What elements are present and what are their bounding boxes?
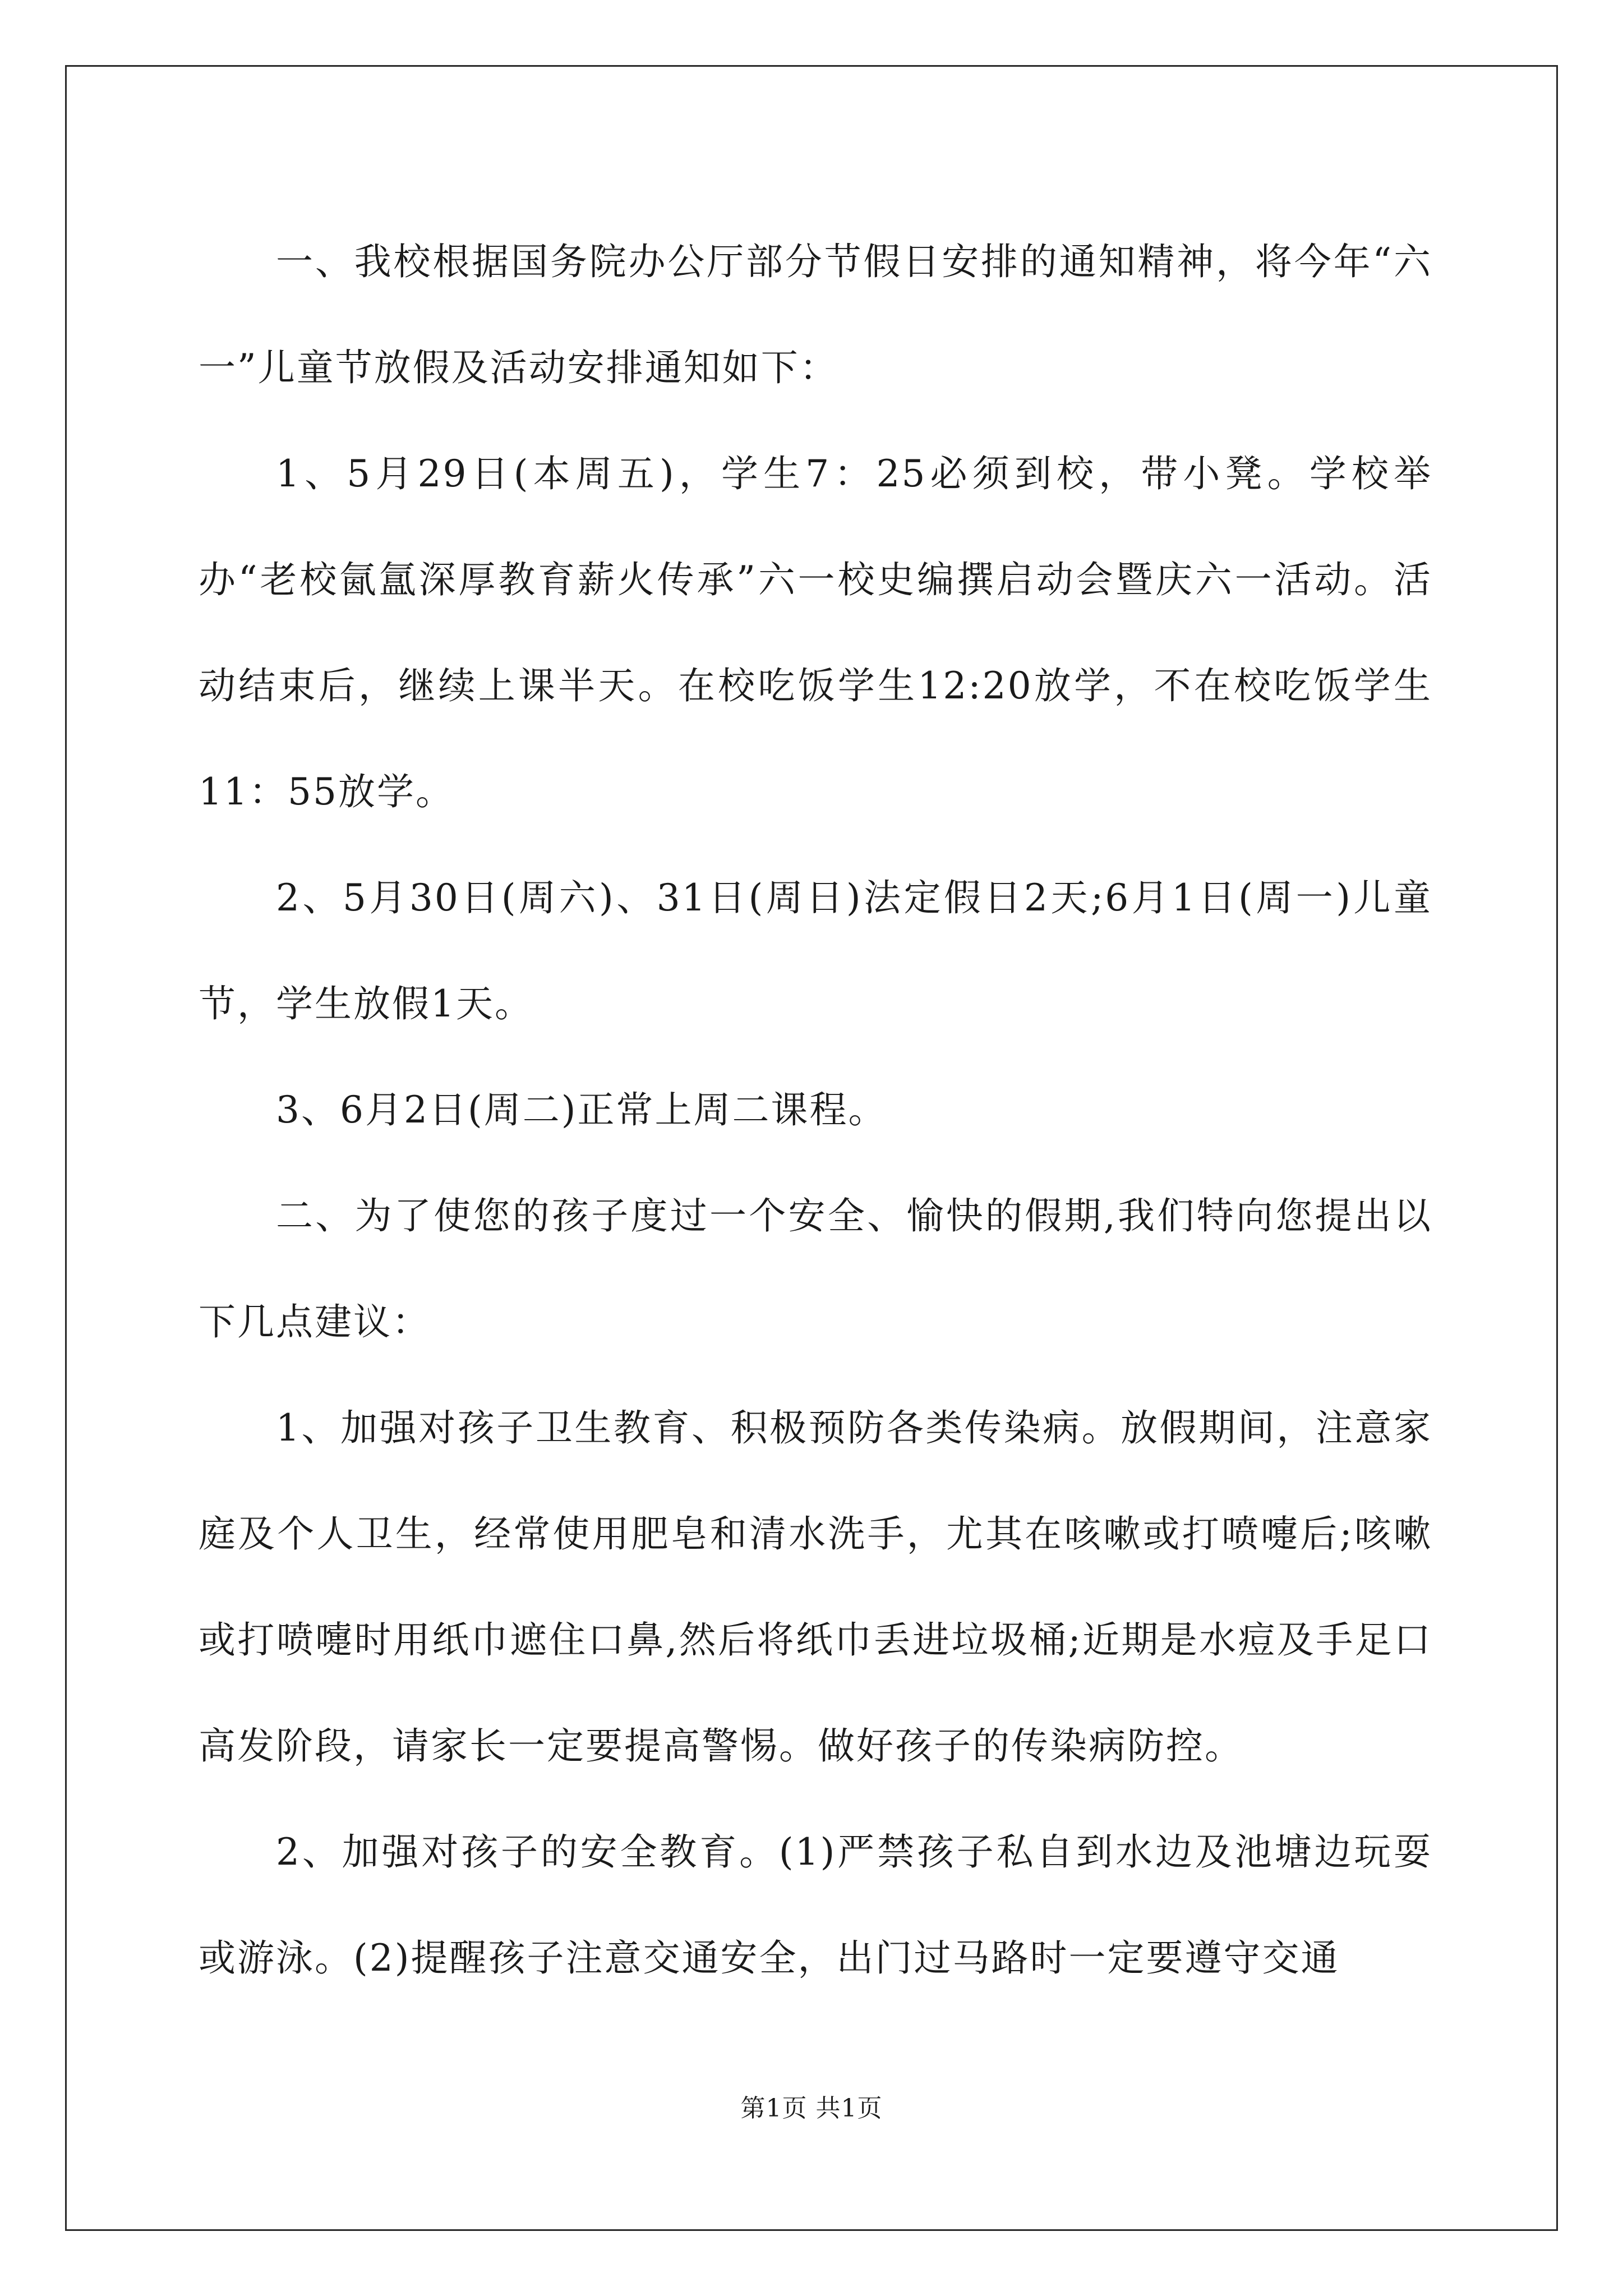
paragraph-suggestion-hygiene: 1、加强对孩子卫生教育、积极预防各类传染病。放假期间，注意家庭及个人卫生，经常使用肥皂和清水洗手，尤其在咳嗽或打喷嚏后;咳嗽或打喷嚏时用纸巾遮住口鼻,然后将纸巾丢进垃圾桶;近期是水痘及手足口高发阶段，请家长一定要提高警惕。做好孩子的传染病防控。: [199, 1406, 1432, 1768]
document-body: [199, 209, 1432, 2011]
paragraph-item-3-june-2: 3、6月2日(周二)正常上周二课程。: [276, 1088, 887, 1131]
paragraph-suggestion-safety: 2、加强对孩子的安全教育。(1)严禁孩子私自到水边及池塘边玩耍或游泳。(2)提醒孩子注意交通安全，出门过马路时一定要遵守交通: [199, 1830, 1432, 1980]
paragraph-item-1-may-29: 1、5月29日(本周五)，学生7：25必须到校，带小凳。学校举办“老校氤氲深厚教育薪火传承”六一校史编撰启动会暨庆六一活动。活动结束后，继续上课半天。在校吃饭学生12:20放学，不在校吃饭学生11：55放学。: [199, 452, 1432, 813]
page-number-footer: 第1页 共1页: [740, 2094, 883, 2123]
paragraph-notice-intro: 一、我校根据国务院办公厅部分节假日安排的通知精神，将今年“六一”儿童节放假及活动安排通知如下：: [199, 240, 1432, 389]
paragraph-suggestions-intro: 二、为了使您的孩子度过一个安全、愉快的假期,我们特向您提出以下几点建议：: [199, 1194, 1432, 1343]
paragraph-item-2-holiday: 2、5月30日(周六)、31日(周日)法定假日2天;6月1日(周一)儿童节，学生放假1天。: [199, 876, 1432, 1025]
